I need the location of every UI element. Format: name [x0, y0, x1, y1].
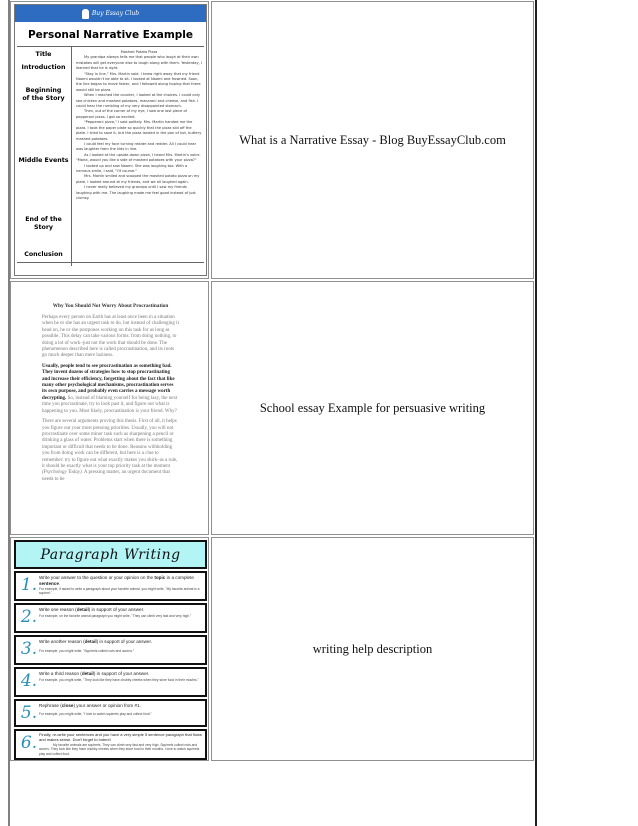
caption-narrative[interactable]: What is a Narrative Essay - Blog BuyEssayClub.com [239, 132, 506, 147]
label-introduction: Introduction [21, 64, 66, 71]
caption-cell-2 [211, 281, 534, 535]
story-text: Mashed Potato Pizza My grandpa always tells me that people who laugh at their own mistakes will get everyone else to laugh along with them. Yesterday, I learned that he is right. "Stay in line," Mrs. Martin said. I knew right away that my friend Naomi wouldn't be able to sit. I looked at Naomi and frowned. Soon, the line began to move faster, and I followed along hoping that there would still be pizza. When I reached the counter, I looked at the choices. I could only see chicken and mashed potatoes, macaroni and cheese, and fish. I could hear the rumbling of my very disappointed stomach. Then, out of the corner of my eye, I saw one last piece of pepperoni pizza. I got so excited. "Pepperoni pizza," I said politely. Mrs. Martin handed me the pizza. I took the paper plate so quickly that the pizza slid off the plate. I tried to save it, but the pizza landed in the pan of hot, buttery mashed potatoes. I could feel my face turning redder and redder. All I could hear was laughter from the kids in line. As I looked at the upside-down pizza, I heard Mrs. Martin's voice. "Maria, would you like a side of mashed potatoes with your pizza?" I looked up and saw Naomi. She was laughing too. With a nervous smile, I said, "Of course." Mrs. Martin smiled and scooped the mashed potato pizza on my plate. I looked around at my friends, and we all laughed again. I never really believed my grandpa until I saw my friends laughing with me. The laughing made me feel good instead of just clumsy. [76, 50, 202, 200]
step-4: 4. Write a third reason (detail) in support of your answer. For example, you might write, "They look like they have chubby cheeks when they store food in their mouths." [14, 667, 207, 697]
essay-paragraph-3: There are several arguments proving this thesis. First of all, it helps you figure out your most pressing priorities. Usually, you will not procrastinate over some minor task such as sharpening a pencil or drinking a glass of water. Problems start when there is something important or difficult that needs to be done. Reasons withholding you from doing work can be different, but here is a clue to remember: try to figure out what exactly makes you shirk–as a rule, it should be exactly what is your top priority task at the moment (Psychology Today). A pressing matter, an urgent document that needs to be [42, 419, 178, 482]
image-cell-narrative[interactable] [10, 1, 209, 279]
persuasive-essay-image[interactable] [14, 285, 207, 535]
narrative-essay-image[interactable] [14, 4, 207, 276]
brand-bar [15, 5, 206, 22]
label-beginning: Beginning of the Story [22, 87, 65, 102]
caption-cell-3 [211, 537, 534, 761]
label-conclusion: Conclusion [24, 251, 63, 258]
caption-paragraph[interactable]: writing help description [312, 641, 433, 656]
step-5: 5. Rephrase (close) your answer or opinion from #1. For example, you might write, "I love to watch squirrels play and collect food." [14, 699, 207, 727]
brand-name: Buy Essay Club [91, 9, 140, 17]
essay-paragraph-2: Usually, people tend to see procrastination as something bad. They invent dozens of strategies how to stop procrastinating and increase their efficiency, forgetting about the fact that like many other psychological mechanisms, procrastination serves its own purpose, and probably even carries a message worth decrypting. So, instead of blaming yourself for being lazy, the next time you procrastinate, try to look past it, and figure out what is happening to you. Most likely, procrastination is your friend. Why? [42, 363, 178, 414]
logo-icon [82, 9, 89, 19]
label-title: Title [35, 51, 52, 58]
step-6: 6. Finally, re-write your sentences and you have a very simple 5 sentence paragraph that flows and makes sense. Don't forget to indent! My favorite animals are squirrels. They can climb very fast and very high. Squirrels collect nuts and acorns. They look like they have chubby cheeks when they store food in their mouths. I love to watch squirrels play and collect food. [14, 729, 207, 760]
label-end: End of the Story [25, 216, 62, 231]
caption-persuasive[interactable]: School essay Example for persuasive writing [259, 400, 486, 415]
paragraph-writing-title: Paragraph Writing [14, 540, 207, 569]
step-2: 2. Write one reason (detail) in support of your answer. For example, on the favorite animal paragraph you might write, "They can climb very fast and very high." [14, 603, 207, 633]
caption-cell-1 [211, 1, 534, 279]
essay-heading: Why You Should Not Worry About Procrastination [52, 303, 169, 309]
image-cell-persuasive[interactable] [10, 281, 209, 535]
image-title: Personal Narrative Example [17, 22, 204, 47]
label-middle: Middle Events [18, 157, 69, 164]
image-cell-paragraph[interactable] [10, 537, 209, 761]
essay-paragraph-1: Perhaps every person on Earth has at least once been in a situation when he or she has an urgent task to do, but instead of challenging it head on, he or she postpones working on this task for as long as possible. This delay can take various forms: from doing nothing, to doing a lot of work–just not the work that should be done. The phenomenon described here is called procrastination, and its roots go much deeper than mere laziness. [42, 315, 179, 359]
step-3: 3. Write another reason (detail) in support of your answer. For example, you might write, "Squirrels collect nuts and acorns." [14, 635, 207, 665]
step-1: 1. Write your answer to the question or your opinion on the topic in a complete sentence. For example, if asked to write a paragraph about your favorite animal, you might write, "My favorite animal is a squirrel." [14, 571, 207, 601]
section-labels [15, 47, 72, 266]
paragraph-writing-image[interactable] [12, 539, 209, 761]
